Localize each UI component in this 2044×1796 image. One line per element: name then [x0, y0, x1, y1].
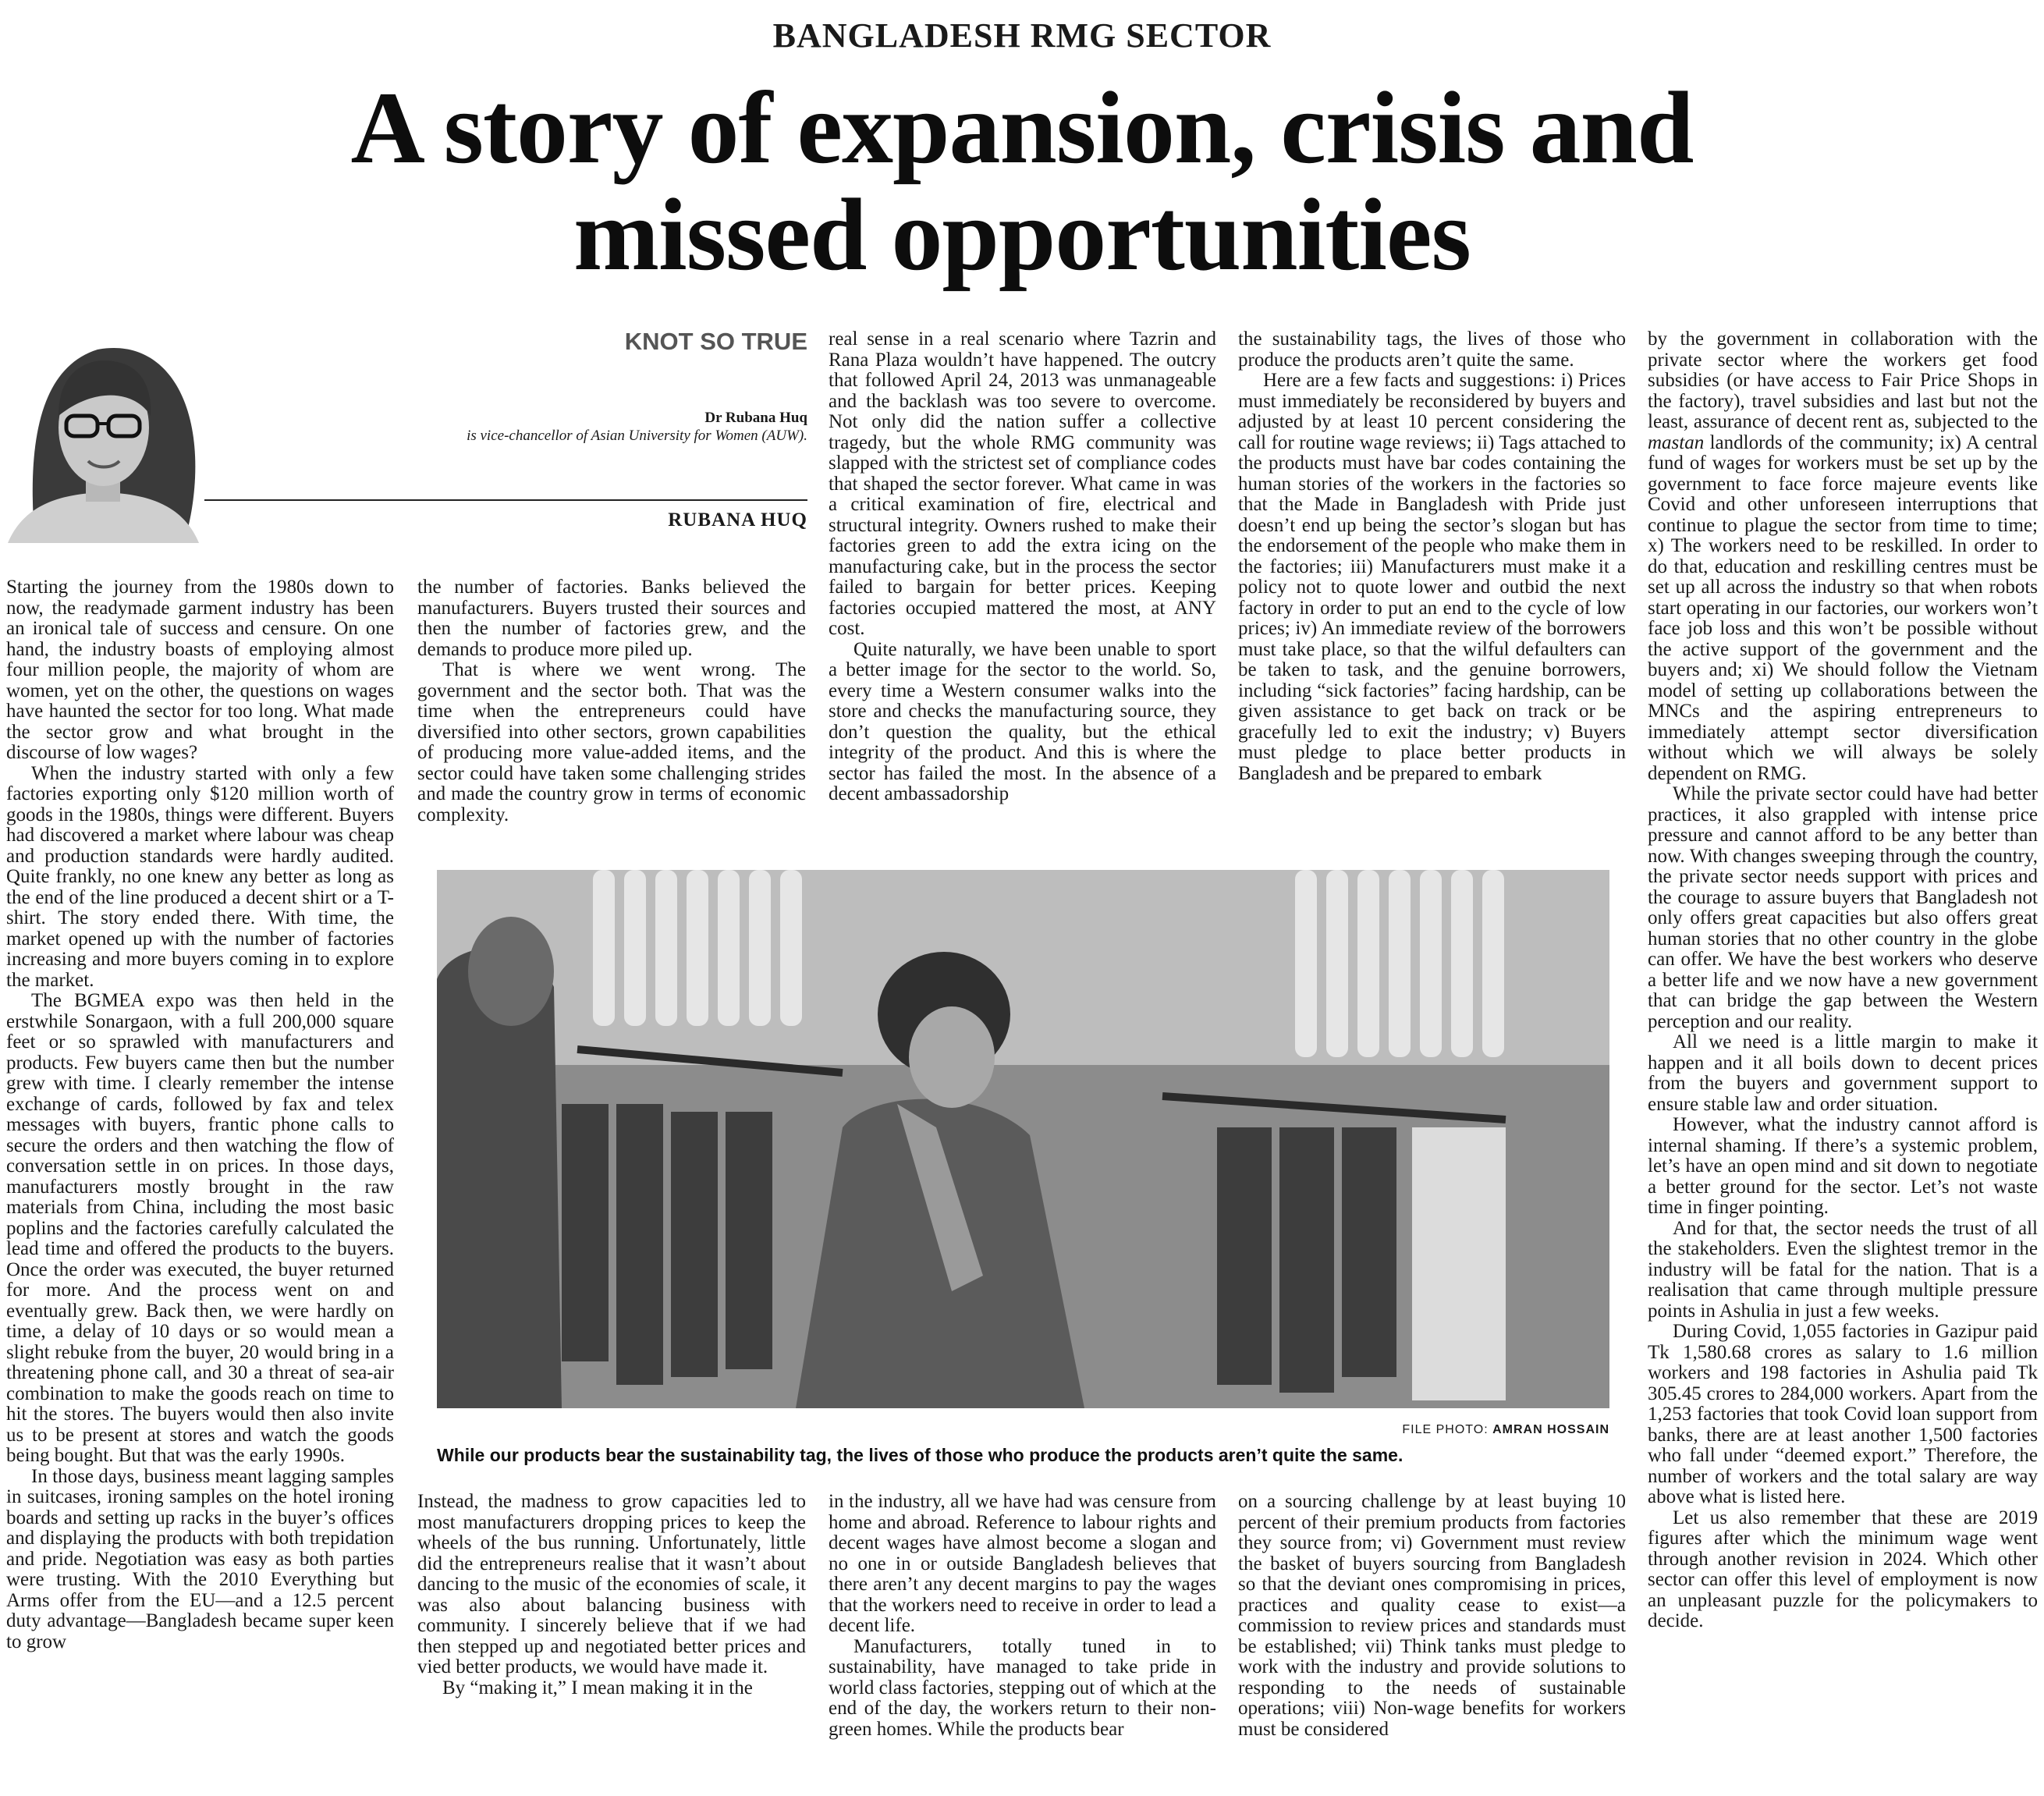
emphasis: mastan — [1648, 431, 1705, 453]
byline: RUBANA HUQ — [668, 509, 807, 531]
paragraph: in the industry, all we have had was censure from home and abroad. Reference to labour rights and decent wages have almost become a slogan and no one in or outside Bangladesh believes that there aren’t any decent margins to pay the wages that the workers need to receive in order to lead a decent life. — [829, 1492, 1216, 1636]
paragraph: During Covid, 1,055 factories in Gazipur paid Tk 1,580.68 crores as salary to 1.6 million workers and 198 factories in Ashulia paid Tk 305.45 crores to 284,000 workers. Apart from the 1,253 factories that took Covid loan support from banks, there are at least another 1,500 factories who fall under “deemed export.” Therefore, the number of workers and the total salary are way above what is listed here. — [1648, 1321, 2038, 1507]
byline-divider — [204, 499, 807, 501]
author-portrait — [4, 307, 203, 543]
photo-caption: While our products bear the sustainability tag, the lives of those who produce the products aren’t quite the same. — [437, 1445, 1403, 1465]
paragraph: That is where we went wrong. The government and the sector both. That was the time when the entrepreneurs could have diversified into other sectors, grown capabilities of producing more value-added items, and the sector could have taken some challenging strides and made the country grow in terms of economic complexity. — [417, 659, 806, 825]
paragraph: All we need is a little margin to make it happen and it all boils down to decent prices from the buyers and government support to ensure stable law and order situation. — [1648, 1031, 2038, 1115]
paragraph: And for that, the sector needs the trust of all the stakeholders. Even the slightest tremor in the industry will be fatal for the nation. That is a realisation that came through multiple pressure points in Ashulia in just a few weeks. — [1648, 1217, 2038, 1322]
paragraph: real sense in a real scenario where Tazrin and Rana Plaza wouldn’t have happened. The outcry that followed April 24, 2013 was unmanageable and the backlash was too severe to overcome. Not only did the nation suffer a collective tragedy, but the whole RMG community was slapped with the strictest set of compliance codes that shaped the sector forever. What came in was a critical examination of fire, electrical and structural integrity. Owners rushed to make their factories green to add the extra icing on the manufacturing cake, but in the process the sector failed to bargain for better prices. Keeping factories occupied mattered the most, at ANY cost. — [829, 329, 1216, 639]
paragraph: Quite naturally, we have been unable to sport a better image for the sector to the world. So, every time a Western consumer walks into the store and checks the manufacturing source, they don’t question the quality, but the ethical integrity of the product. And this is where the sector has failed the most. In the absence of a decent ambassadorship — [829, 638, 1216, 804]
paragraph: The BGMEA expo was then held in the erstwhile Sonargaon, with a full 200,000 square feet or so sprawled with manufacturers and products. Few buyers came then but the number grew with time. I clearly remember the intense exchange of cards, followed by fax and telex messages with buyers, frantic phone calls to secure the orders and then watching the flow of conversation settle in on prices. In those days, manufacturers mostly brought in the raw materials from China, including the most basic poplins and the factories carefully calculated the lead time and offered the products to the buyers. Once the order was executed, the buyer returned for more. And the process went on and eventually grew. Back then, we were hardly on time, a delay of 10 days or so would mean a slight rebuke from the buyer, 20 would bring in a threatening phone call, and 30 a threat of sea-air combination to make the goods reach on time to hit the stores. The buyers would then also invite us to be present at stores and watch the goods being bought. But that was the early 1990s. — [6, 990, 394, 1466]
section-label: BANGLADESH RMG SECTOR — [772, 16, 1272, 55]
body-column-5 — [1648, 329, 2038, 1791]
paragraph: on a sourcing challenge by at least buying 10 percent of their premium products from factories they source from; vi) Government must review the basket of buyers sourcing from Bangladesh so that the deviant ones compromising in prices, practices and quality cease to exist—a commission to review prices and standards must be established; vii) Think tanks must pledge to work with the industry and provide solutions to responding to the needs of sustainable operations; viii) Non-wage benefits for workers must be considered — [1238, 1492, 1626, 1740]
body-column-1 — [6, 577, 394, 1791]
body-column-3-bottom — [829, 1492, 1216, 1791]
paragraph: By “making it,” I mean making it in the — [442, 1677, 753, 1698]
author-name: Dr Rubana Huq — [704, 410, 807, 426]
article-photo — [437, 870, 1609, 1408]
paragraph: Manufacturers, totally tuned in to sustainability, have managed to take pride in world class factories, stepping out of which at the end of the day, the workers return to their non-green homes. While the products bear — [829, 1635, 1216, 1740]
paragraph: the sustainability tags, the lives of those who produce the products aren’t quite the same. — [1238, 329, 1626, 371]
body-column-2-top — [417, 577, 806, 858]
paragraph: When the industry started with only a few factories exporting only $120 million worth of goods in the 1980s, things were different. Buyers had discovered a market where labour was cheap and production standards were hardly audited. Quite frankly, no one knew any better as long as the end of the line produced a decent shirt or a T-shirt. The story ended there. With time, the market opened up with the number of factories increasing and more buyers coming in to explore the market. — [6, 762, 394, 991]
paragraph: by the government in collaboration with the private sector where the workers get food subsidies (or have access to Fair Price Shops in the factory), travel subsidies and last but not the least, assurance of decent rent as, subjected to the mastan landlords of the community; ix) A central fund of wages for workers must be set up by the government to face force majeure events like Covid and other unforeseen interruptions that continue to plague the sector from time to time; x) The workers need to be reskilled. In order to do that, education and reskilling centres must be set up all across the industry so that when robots start operating in our factories, our workers won’t face job loss and this won’t be possible without the active support of the government and the buyers and; xi) We should follow the Vietnam model of setting up collaborations between the MNCs and the aspiring entrepreneurs to immediately attempt sector diversification without which we will always be solely dependent on RMG. — [1648, 329, 2038, 784]
paragraph: Instead, the madness to grow capacities led to most manufacturers dropping prices to keep the wheels of the bus running. Unfortunately, little did the entrepreneurs realise that it wasn’t about dancing to the music of the economies of scale, it was also about balancing business with community. I sincerely believe that if we had then stepped up and negotiated better prices and vied better products, we would have made it. — [417, 1492, 806, 1677]
paragraph: While the private sector could have had better practices, it also grappled with intense price pressure and cannot afford to be any better than now. With changes sweeping through the country, the private sector needs support with prices and the courage to assure buyers that Bangladesh not only offers great capacities but also offers great human stories that no other country in the globe can offer. We have the best workers who deserve a better life and we now have a new government that can bridge the gap between the Western perception and our reality. — [1648, 783, 2038, 1032]
photo-credit: FILE PHOTO: AMRAN HOSSAIN — [1402, 1423, 1609, 1436]
author-bio: is vice-chancellor of Asian University for Women (AUW). — [467, 428, 807, 444]
paragraph: Starting the journey from the 1980s down to now, the readymade garment industry has been an ironical tale of success and censure. On one hand, the industry boasts of employing almost four million people, the majority of whom are women, yet on the other, the questions on wages have haunted the sector for too long. What made the sector grow and what brought in the discourse of low wages? — [6, 577, 394, 763]
column-tag: KNOT SO TRUE — [624, 328, 807, 355]
headline-line-1: A story of expansion, crisis and — [350, 70, 1694, 185]
body-column-2-bottom — [417, 1492, 806, 1791]
body-column-4-top — [1238, 329, 1626, 858]
body-column-3-top — [829, 329, 1216, 858]
paragraph: However, what the industry cannot afford is internal shaming. If there’s a systemic problem, let’s have an open mind and sit down to negotiate a better ground for the sector. Let’s not waste time in finger pointing. — [1648, 1114, 2038, 1218]
paragraph: Let us also remember that these are 2019 figures after which the minimum wage went through another revision in 2024. Which other sector can offer this level of employment is now an unpleasant puzzle for the policymakers to decide. — [1648, 1507, 2038, 1631]
paragraph: Here are a few facts and suggestions: i) Prices must immediately be reconsidered by buyers and adjusted by at least 10 percent considering the call for routine wage reviews; ii) Tags attached to the products must have bar codes containing the human stories of the workers in the factories so that the Made in Bangladesh with Pride just doesn’t end up being the sector’s slogan but has the endorsement of the people who make them in the factories; iii) Manufacturers must make it a policy not to quote lower and outbid the next factory in order to put an end to the cycle of low prices; iv) An immediate review of the borrowers must take place, so that the wilful defaulters can be taken to task, and the genuine borrowers, including “sick factories” facing hardship, can be given assistance to get back on track or be gracefully led to exit the industry; v) Buyers must pledge to place better products in Bangladesh and be prepared to embark — [1238, 370, 1626, 784]
headline — [47, 70, 1997, 292]
paragraph: the number of factories. Banks believed the manufacturers. Buyers trusted their sources and then the number of factories grew, and the demands to produce more piled up. — [417, 577, 806, 660]
body-column-4-bottom — [1238, 1492, 1626, 1791]
headline-line-2: missed opportunities — [573, 177, 1471, 292]
paragraph: In those days, business meant lagging samples in suitcases, ironing samples on the hotel ironing boards and setting up racks in the buyer’s offices and displaying the products with both trepidation and pride. Negotiation was easy as both parties were trusting. With the 2010 Everything but Arms offer from the EU—and a 12.5 percent duty advantage—Bangladesh became super keen to grow — [6, 1465, 394, 1652]
